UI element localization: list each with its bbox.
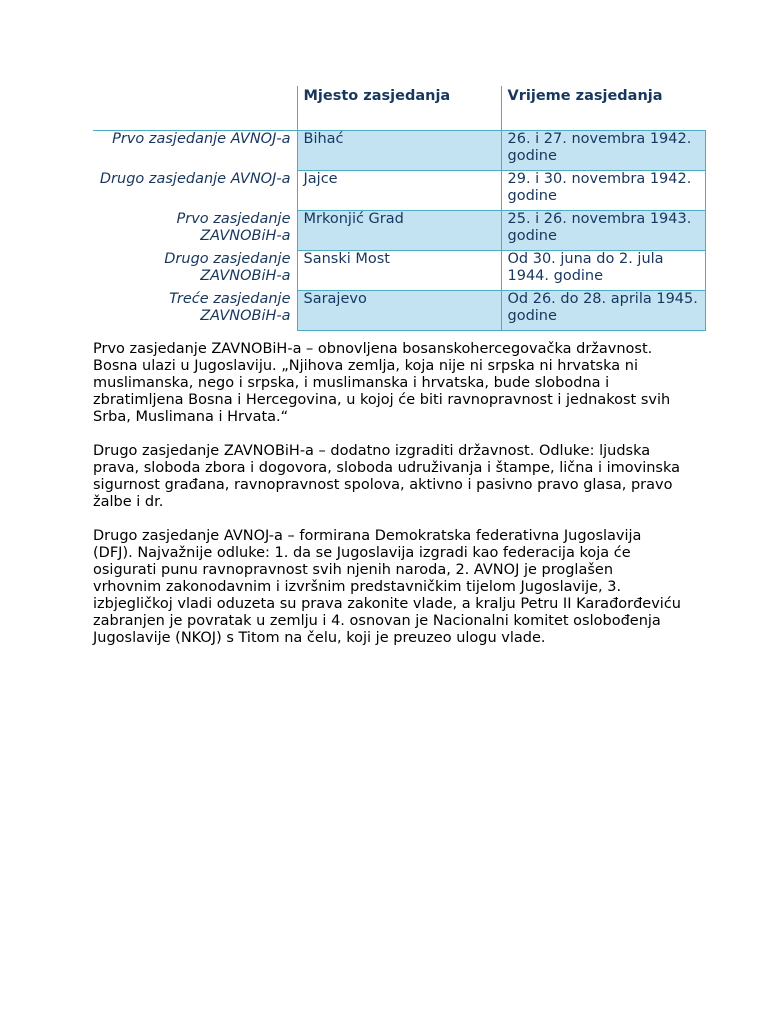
session-place: Mrkonjić Grad <box>297 211 501 251</box>
session-name: Prvo zasjedanje AVNOJ-a <box>112 131 291 147</box>
session-time: Od 30. juna do 2. jula 1944. godine <box>501 251 705 291</box>
sessions-table <box>93 86 706 331</box>
session-name: Treće zasjedanje ZAVNOBiH-a <box>169 290 291 324</box>
session-place: Bihać <box>297 131 501 171</box>
session-name: Drugo zasjedanje AVNOJ-a <box>99 170 291 187</box>
session-time: 25. i 26. novembra 1943. godine <box>501 211 705 251</box>
session-place: Sanski Most <box>297 251 501 291</box>
table-row <box>93 211 705 251</box>
table-row <box>93 291 705 331</box>
paragraph-first-zavnobih: Prvo zasjedanje ZAVNOBiH-a – obnovljena bosanskohercegovačka državnost. Bosna ulazi u Jugoslaviju. „Njihova zemlja, koja nije ni srpska ni hrvatska ni muslimanska, nego i srpska, i muslimanska i hrvatska, bude slobodna i zbratimljena Bosna i Hercegovina, u kojoj će biti ravnopravnost i jednakost svih Srba, Muslimana i Hrvata.“ <box>93 341 671 425</box>
session-time: 26. i 27. novembra 1942. godine <box>501 131 705 171</box>
session-name: Prvo zasjedanje ZAVNOBiH-a <box>176 210 291 244</box>
header-place: Mjesto zasjedanja <box>297 86 501 131</box>
session-time: 29. i 30. novembra 1942. godine <box>501 171 705 211</box>
session-name: Drugo zasjedanje ZAVNOBiH-a <box>164 250 291 284</box>
paragraph-second-avnoj: Drugo zasjedanje AVNOJ-a – formirana Demokratska federativna Jugoslavija (DFJ). Najvažnije odluke: 1. da se Jugoslavija izgradi kao federacija koja će osigurati punu ravnopravnost svih njenih naroda, 2. AVNOJ je proglašen vrhovnim zakonodavnim i izvršnim predstavničkim tijelom Jugoslavije, 3. izbjegličkoj vladi oduzeta su prava zakonite vlade, a kralju Petru II Karađorđeviću zabranjen je povratak u zemlju i 4. osnovan je Nacionalni komitet oslobođenja Jugoslavije (NKOJ) s Titom na čelu, koji je preuzeo ulogu vlade. <box>93 528 682 646</box>
header-blank <box>93 86 297 131</box>
session-time: Od 26. do 28. aprila 1945. godine <box>501 291 705 331</box>
paragraph-second-zavnobih: Drugo zasjedanje ZAVNOBiH-a – dodatno izgraditi državnost. Odluke: ljudska prava, sloboda zbora i dogovora, sloboda udruživanja i štampe, lična i imovinska sigurnost građana, ravnopravnost spolova, aktivno i pasivno pravo glasa, pravo žalbe i dr. <box>93 443 680 510</box>
session-place: Sarajevo <box>297 291 501 331</box>
table-row <box>93 131 705 171</box>
table-row <box>93 251 705 291</box>
session-place: Jajce <box>297 171 501 211</box>
table-header-row <box>93 86 705 131</box>
header-time: Vrijeme zasjedanja <box>501 86 705 131</box>
table-row <box>93 171 705 211</box>
